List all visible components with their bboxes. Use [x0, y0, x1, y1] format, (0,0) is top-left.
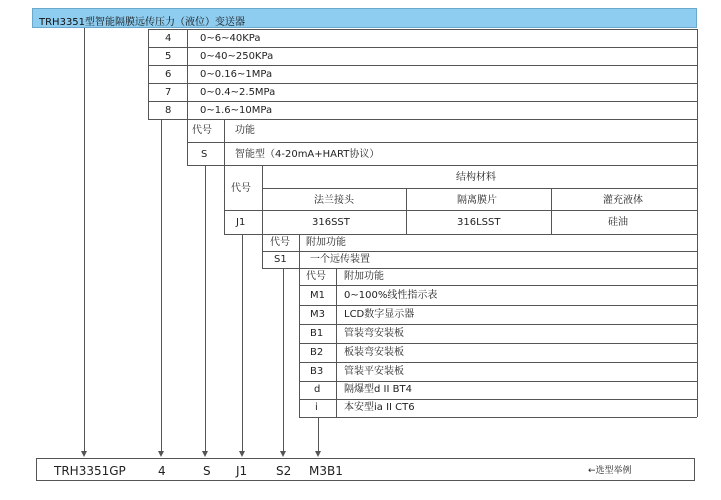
remote-label-header: 附加功能 — [306, 237, 346, 248]
page-title: TRH3351型智能隔膜远传压力（液位）变送器 — [39, 17, 246, 28]
remote-code: S1 — [274, 254, 287, 265]
example-part-addon: M3B1 — [309, 464, 343, 478]
addon-label: 管装平安装板 — [344, 366, 404, 377]
range-code: 6 — [165, 69, 172, 80]
material-code-header: 代号 — [231, 183, 251, 194]
leader-line-model — [84, 28, 85, 452]
material-col-divider — [262, 165, 263, 234]
material-right-border — [697, 165, 698, 234]
remote-row-divider — [262, 251, 697, 252]
range-row-divider — [148, 65, 698, 66]
addon-row-divider — [299, 324, 697, 325]
range-col-divider — [187, 29, 188, 119]
range-top-border — [148, 29, 698, 30]
addon-label: 板装弯安装板 — [344, 347, 404, 358]
leader-arrow-addon — [315, 451, 321, 457]
material-row-divider — [224, 210, 697, 211]
example-part-remote: S2 — [276, 464, 292, 478]
addon-code: M1 — [310, 290, 325, 301]
example-note: ←选型举例 — [588, 466, 632, 476]
remote-left-border — [262, 234, 263, 268]
range-code: 7 — [165, 87, 172, 98]
range-row-divider — [148, 47, 698, 48]
material-column-header: 法兰接头 — [314, 195, 354, 206]
addon-row-divider — [299, 362, 697, 363]
material-group-header: 结构材料 — [456, 172, 496, 183]
remote-code-header: 代号 — [270, 237, 290, 248]
remote-label: 一个远传装置 — [310, 254, 370, 265]
leader-line-material — [242, 234, 243, 452]
leader-line-remote — [283, 268, 284, 452]
material-column-header: 灌充液体 — [603, 195, 643, 206]
range-row-divider — [148, 101, 698, 102]
addon-row-divider — [299, 305, 697, 306]
leader-arrow-range — [158, 451, 164, 457]
remote-bottom-border — [262, 268, 697, 269]
material-value: 316SST — [312, 217, 350, 228]
leader-line-function — [205, 165, 206, 452]
range-row-divider — [148, 83, 698, 84]
leader-line-addon — [318, 417, 319, 452]
addon-code: d — [314, 384, 321, 395]
addon-label: 隔爆型d II BT4 — [344, 384, 412, 395]
function-left-border — [187, 119, 188, 165]
range-code: 8 — [165, 105, 172, 116]
addon-code: B1 — [310, 328, 324, 339]
example-part-model: TRH3351GP — [54, 464, 126, 478]
material-code: J1 — [236, 217, 246, 228]
range-right-border — [697, 29, 698, 119]
addon-left-border — [299, 268, 300, 417]
remote-col-divider — [299, 234, 300, 268]
material-header-divider — [262, 188, 697, 189]
addon-label: 管装弯安装板 — [344, 328, 404, 339]
function-col-divider — [224, 119, 225, 165]
function-bottom-border — [187, 165, 697, 166]
addon-right-border — [697, 268, 698, 417]
addon-code: i — [315, 402, 318, 413]
material-column-header: 隔离膜片 — [457, 195, 497, 206]
range-left-border — [148, 29, 149, 119]
addon-bottom-border — [299, 417, 697, 418]
material-left-border — [224, 165, 225, 234]
leader-arrow-material — [239, 451, 245, 457]
function-code: S — [201, 149, 208, 160]
addon-row-divider — [299, 285, 697, 286]
example-part-material: J1 — [236, 464, 248, 478]
addon-label: 本安型ia II CT6 — [344, 402, 415, 413]
title-bar — [32, 8, 697, 28]
example-part-function: S — [203, 464, 211, 478]
function-label-header: 功能 — [235, 125, 255, 136]
addon-code: B2 — [310, 347, 324, 358]
material-col-divider — [406, 188, 407, 234]
addon-row-divider — [299, 343, 697, 344]
leader-arrow-function — [202, 451, 208, 457]
range-value: 0~40~250KPa — [200, 51, 274, 62]
remote-right-border — [697, 234, 698, 268]
function-row-divider — [187, 142, 697, 143]
range-value: 0~0.16~1MPa — [200, 69, 273, 80]
material-col-divider — [551, 188, 552, 234]
range-value: 0~1.6~10MPa — [200, 105, 273, 116]
leader-line-range — [161, 119, 162, 452]
leader-arrow-model — [81, 451, 87, 457]
function-code-header: 代号 — [192, 125, 212, 136]
range-value: 0~0.4~2.5MPa — [200, 87, 276, 98]
range-bottom-border — [148, 119, 698, 120]
addon-row-divider — [299, 399, 697, 400]
addon-code: B3 — [310, 366, 324, 377]
addon-row-divider — [299, 381, 697, 382]
function-right-border — [697, 119, 698, 165]
addon-code-header: 代号 — [306, 271, 326, 282]
leader-arrow-remote — [280, 451, 286, 457]
material-bottom-border — [224, 234, 697, 235]
addon-label-header: 附加功能 — [344, 271, 384, 282]
addon-label: LCD数字显示器 — [344, 309, 415, 320]
range-code: 5 — [165, 51, 172, 62]
addon-label: 0~100%线性指示表 — [344, 290, 438, 301]
material-value: 316LSST — [457, 217, 501, 228]
material-value: 硅油 — [608, 217, 628, 228]
function-label: 智能型（4-20mA+HART协议） — [235, 149, 380, 160]
range-value: 0~6~40KPa — [200, 33, 261, 44]
range-code: 4 — [165, 33, 172, 44]
example-part-range: 4 — [158, 464, 166, 478]
addon-col-divider — [336, 268, 337, 417]
addon-code: M3 — [310, 309, 325, 320]
